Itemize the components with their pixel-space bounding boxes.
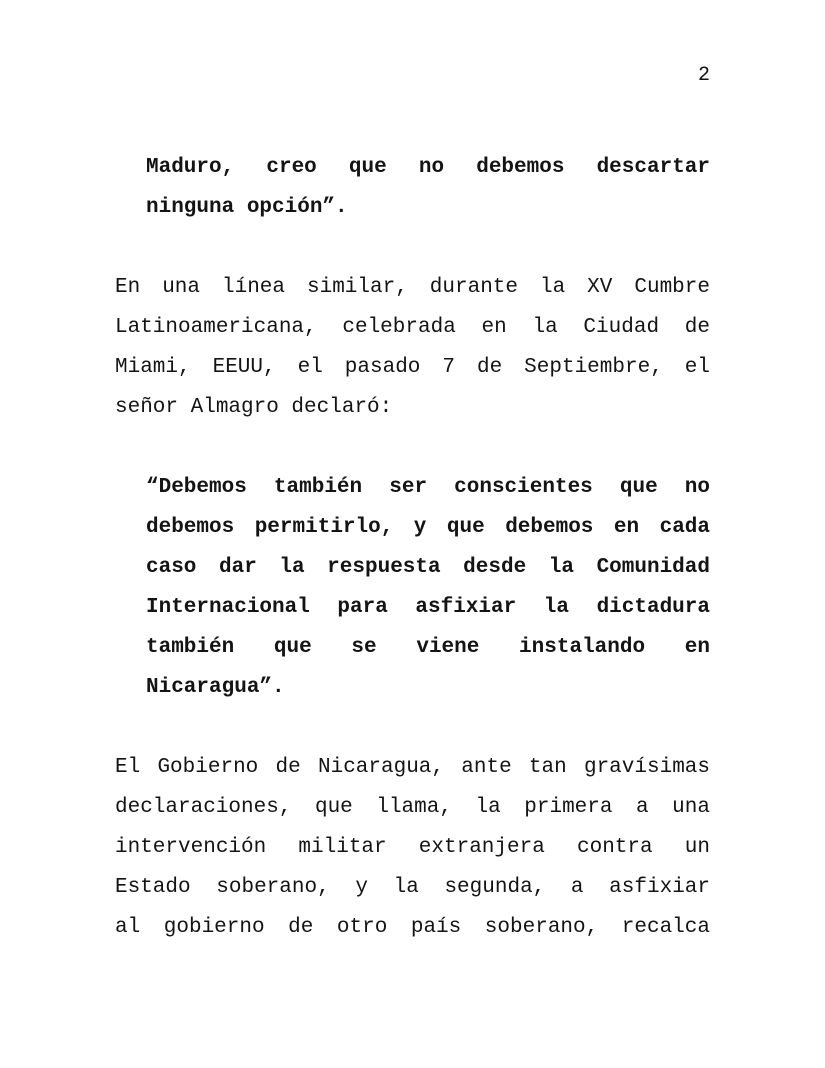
text-line: caso dar la respuesta desde la Comunidad — [146, 556, 710, 579]
text-line: Miami, EEUU, el pasado 7 de Septiembre, el — [115, 356, 710, 379]
text-line: también que se viene instalando en — [146, 636, 710, 659]
page-number: 2 — [697, 64, 710, 87]
document-content — [115, 0, 710, 948]
text-line: El Gobierno de Nicaragua, ante tan gravísimas — [115, 756, 710, 779]
text-line: señor Almagro declaró: — [115, 396, 393, 419]
paragraph-quote — [146, 148, 710, 228]
text-line: al gobierno de otro país soberano, recalca — [115, 916, 710, 939]
document-body — [115, 148, 710, 948]
text-line: Estado soberano, y la segunda, a asfixiar — [115, 876, 710, 899]
text-line: Internacional para asfixiar la dictadura — [146, 596, 710, 619]
text-line: “Debemos también ser conscientes que no — [146, 476, 710, 499]
text-line: declaraciones, que llama, la primera a una — [115, 796, 710, 819]
text-line: En una línea similar, durante la XV Cumbre — [115, 276, 710, 299]
text-line: Nicaragua”. — [146, 676, 285, 699]
text-line: ninguna opción”. — [146, 196, 348, 219]
text-line: Maduro, creo que no debemos descartar — [146, 156, 710, 179]
text-line: debemos permitirlo, y que debemos en cada — [146, 516, 710, 539]
text-line: Latinoamericana, celebrada en la Ciudad de — [115, 316, 710, 339]
text-line: intervención militar extranjera contra un — [115, 836, 710, 859]
paragraph-body — [115, 748, 710, 948]
paragraph-quote — [146, 468, 710, 708]
paragraph-body — [115, 268, 710, 428]
